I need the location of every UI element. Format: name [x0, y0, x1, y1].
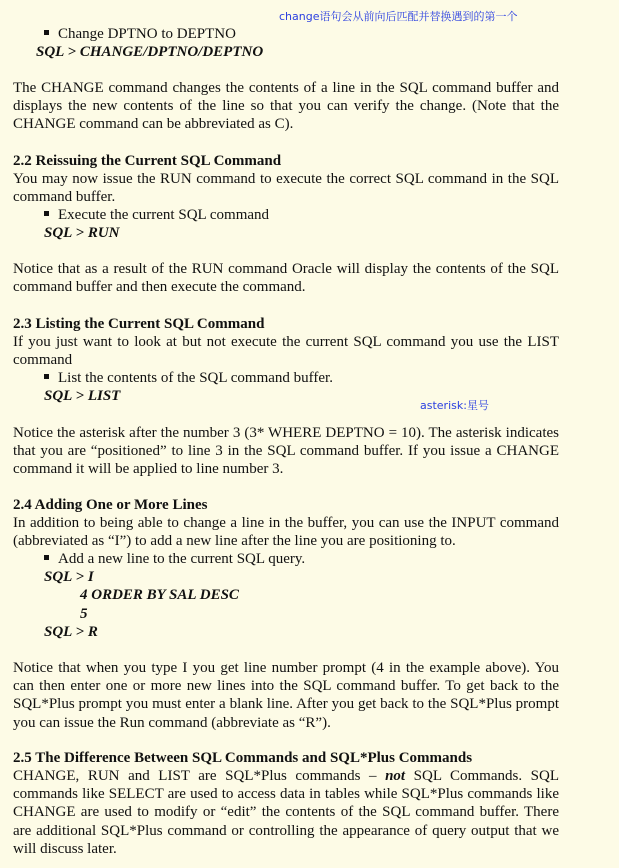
heading-2-3: 2.3 Listing the Current SQL Command: [13, 316, 265, 332]
annotation-asterisk-note: asterisk:星号: [420, 399, 489, 412]
command-r: SQL > R: [44, 624, 98, 640]
paragraph-2-4-a: In addition to being able to change a line in the buffer, you can use the INPUT command (abbreviated as “I”) to add a new line after the line you are positioning to.: [13, 515, 559, 550]
bullet-execute-current: Execute the current SQL command: [44, 206, 269, 224]
bullet-square-icon: [44, 374, 49, 379]
command-change-dptno: SQL > CHANGE/DPTNO/DEPTNO: [36, 44, 264, 60]
bullet-add-new-line: Add a new line to the current SQL query.: [44, 550, 305, 568]
bullet-square-icon: [44, 555, 49, 560]
command-run: SQL > RUN: [44, 225, 120, 241]
bullet-change-dptno: Change DPTNO to DEPTNO: [44, 25, 236, 43]
paragraph-2-2-a: You may now issue the RUN command to execute the correct SQL command in the SQL command buffer.: [13, 171, 559, 206]
intro-paragraph: The CHANGE command changes the contents of a line in the SQL command buffer and displays the new contents of the line so that you can verify the change. (Note that the CHANGE command can be abbreviated as C).: [13, 80, 559, 133]
command-line-5: 5: [80, 606, 88, 622]
command-input: SQL > I: [44, 569, 94, 585]
command-order-by: 4 ORDER BY SAL DESC: [80, 587, 239, 603]
annotation-change-note: change语句会从前向后匹配并替换遇到的第一个: [279, 10, 518, 23]
heading-2-2: 2.2 Reissuing the Current SQL Command: [13, 153, 282, 169]
bullet-square-icon: [44, 211, 49, 216]
paragraph-2-2-b: Notice that as a result of the RUN command Oracle will display the contents of the SQL command buffer and then execute the command.: [13, 261, 559, 296]
heading-2-5: 2.5 The Difference Between SQL Commands and SQL*Plus Commands: [13, 750, 473, 766]
paragraph-2-3-b: Notice the asterisk after the number 3 (3* WHERE DEPTNO = 10). The asterisk indicates that you are “positioned” to line 3 in the SQL command buffer. If you issue a CHANGE command it will be applied to line number 3.: [13, 425, 559, 478]
paragraph-2-4-b: Notice that when you type I you get line number prompt (4 in the example above). You can then enter one or more new lines into the SQL command buffer. To get back to the SQL*Plus prompt you must enter a blank line. After you get back to the SQL*Plus prompt you can issue the Run command (abbreviate as “R”).: [13, 660, 559, 731]
command-list: SQL > LIST: [44, 388, 121, 404]
paragraph-2-3-a: If you just want to look at but not execute the current SQL command you use the LIST command: [13, 334, 559, 369]
bullet-list-contents: List the contents of the SQL command buffer.: [44, 369, 333, 387]
bullet-square-icon: [44, 30, 49, 35]
paragraph-2-5: CHANGE, RUN and LIST are SQL*Plus commands – not SQL Commands. SQL commands like SELECT are used to access data in tables while SQL*Plus commands like CHANGE are used to modify or “edit” the contents of the SQL command buffer. There are additional SQL*Plus command or controlling the appearance of query output that we will discuss later.: [13, 768, 560, 857]
emphasis-not: not: [385, 768, 406, 784]
heading-2-4: 2.4 Adding One or More Lines: [13, 497, 208, 513]
